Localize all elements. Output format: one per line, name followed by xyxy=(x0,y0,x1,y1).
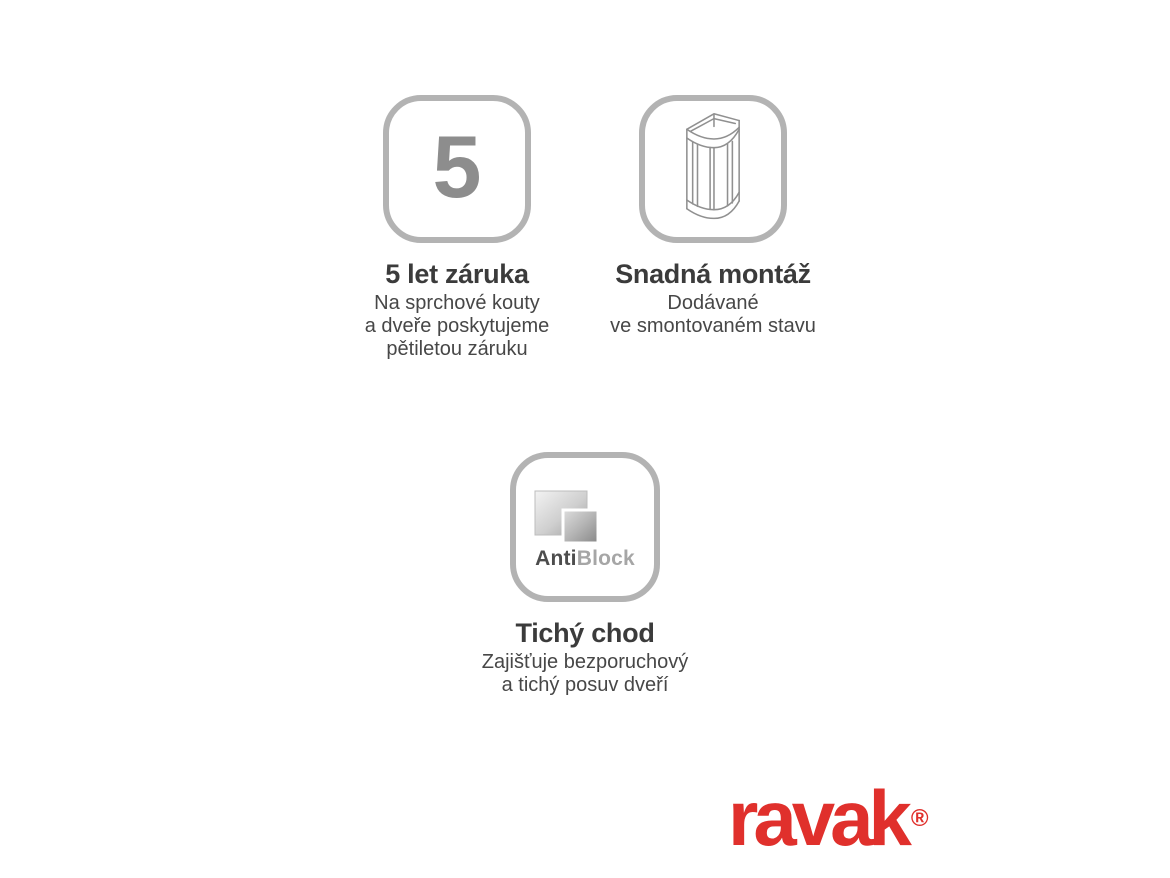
antiblock-wordmark-block: Block xyxy=(576,547,635,570)
antiblock-squares-icon xyxy=(533,489,611,545)
feature-quiet-operation-title: Tichý chod xyxy=(515,618,655,648)
antiblock-wordmark xyxy=(535,547,635,571)
feature-quiet-operation-subtitle-line: a tichý posuv dveří xyxy=(501,674,669,696)
feature-quiet-operation xyxy=(425,452,745,697)
antiblock-wordmark-anti: Anti xyxy=(535,547,577,570)
feature-warranty-subtitle-line: Na sprchové kouty xyxy=(374,292,540,314)
feature-easy-assembly xyxy=(553,95,873,338)
ravak-logo-text: ravak xyxy=(728,774,907,862)
feature-warranty-subtitle-line: pětiletou záruku xyxy=(386,338,528,360)
registered-trademark-icon: ® xyxy=(910,805,929,832)
feature-easy-assembly-subtitle-line: ve smontovaném stavu xyxy=(610,315,816,337)
feature-warranty-subtitle-line: a dveře poskytujeme xyxy=(364,315,550,337)
ravak-logo xyxy=(728,774,929,862)
number-5-icon: 5 xyxy=(432,117,482,216)
feature-warranty-title: 5 let záruka xyxy=(385,259,529,289)
easy-assembly-badge xyxy=(639,95,787,243)
antiblock-badge xyxy=(510,452,660,602)
feature-easy-assembly-subtitle-line: Dodávané xyxy=(667,292,759,314)
feature-quiet-operation-subtitle-line: Zajišťuje bezporuchový xyxy=(481,651,689,673)
shower-enclosure-icon xyxy=(682,106,744,232)
warranty-badge xyxy=(383,95,531,243)
feature-easy-assembly-title: Snadná montáž xyxy=(615,259,811,289)
